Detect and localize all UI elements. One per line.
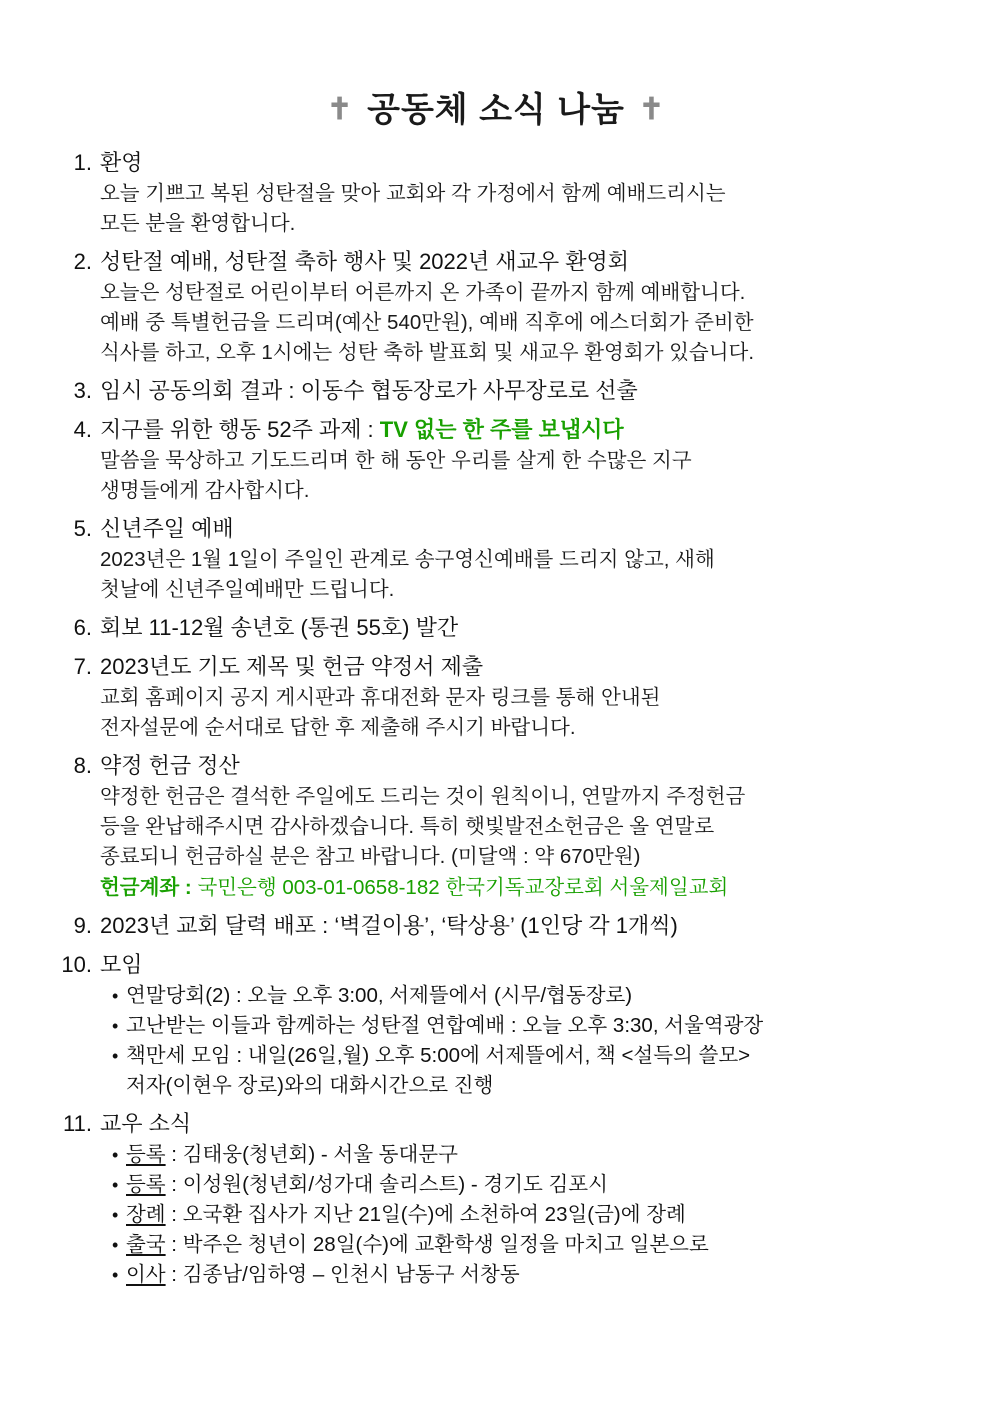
list-item — [56, 1108, 936, 1290]
body-line: 약정한 헌금은 결석한 주일에도 드리는 것이 원칙이니, 연말까지 주정헌금 — [100, 785, 746, 808]
list-item-heading — [100, 750, 936, 782]
list-item-body — [100, 782, 936, 872]
list-item-number: 6. — [73, 615, 92, 640]
list-item-heading — [100, 375, 936, 407]
sub-list-item-label: 이사 — [126, 1263, 166, 1286]
body-line: 말씀을 묵상하고 기도드리며 한 해 동안 우리를 살게 한 수많은 지구 — [100, 449, 692, 472]
list-item-body — [100, 683, 936, 743]
list-item-number: 9. — [73, 913, 92, 938]
sub-list-item-text: 고난받는 이들과 함께하는 성탄절 연합예배 : 오늘 오후 3:30, 서울역광장 — [126, 1014, 764, 1037]
list-item — [56, 651, 936, 743]
list-item-heading — [100, 147, 936, 179]
body-line: 모든 분을 환영합니다. — [100, 212, 296, 235]
sub-list-item-continuation: 저자(이현우 장로)와의 대화시간으로 진행 — [126, 1074, 494, 1097]
list-item — [56, 147, 936, 239]
sub-list-item — [112, 1230, 936, 1260]
list-item — [56, 513, 936, 605]
list-item-heading — [100, 513, 936, 545]
donation-account-label: 헌금계좌 : — [100, 876, 198, 899]
list-item-heading — [100, 414, 936, 446]
sub-list-item — [112, 981, 936, 1011]
list-item-heading-text: 2023년 교회 달력 배포 : ‘벽걸이용’, ‘탁상용’ (1인당 각 1개씩) — [100, 913, 678, 938]
sub-list-item-label: 출국 — [126, 1233, 166, 1256]
body-line: 식사를 하고, 오후 1시에는 성탄 축하 발표회 및 새교우 환영회가 있습니다. — [100, 341, 755, 364]
list-item-heading — [100, 612, 936, 644]
sub-list-item-text: : 김종남/임하영 – 인천시 남동구 서창동 — [165, 1263, 520, 1286]
list-item-number: 11. — [63, 1111, 92, 1136]
list-item — [56, 750, 936, 903]
sub-list-item-text: 연말당회(2) : 오늘 오후 3:00, 서제뜰에서 (시무/협동장로) — [126, 984, 633, 1007]
body-line: 종료되니 헌금하실 분은 참고 바랍니다. (미달액 : 약 670만원) — [100, 845, 641, 868]
body-line: 전자설문에 순서대로 답한 후 제출해 주시기 바랍니다. — [100, 716, 576, 739]
body-line: 예배 중 특별헌금을 드리며(예산 540만원), 예배 직후에 에스더회가 준비한 — [100, 311, 754, 334]
sub-list-item — [112, 1260, 936, 1290]
list-item-heading — [100, 246, 936, 278]
list-item-heading — [100, 1108, 936, 1140]
list-item-heading-text: 회보 11-12월 송년호 (통권 55호) 발간 — [100, 615, 459, 640]
list-item-heading-text: 약정 헌금 정산 — [100, 753, 240, 778]
list-item-heading — [100, 949, 936, 981]
sub-list-item-label: 등록 — [126, 1143, 166, 1166]
list-item-number: 10. — [61, 952, 92, 977]
donation-account-value: 국민은행 003-01-0658-182 한국기독교장로회 서울제일교회 — [197, 876, 729, 899]
list-item-heading — [100, 910, 936, 942]
sub-list-item — [112, 1041, 936, 1071]
sub-list-item — [112, 1170, 936, 1200]
list-item-heading-text: 교우 소식 — [100, 1111, 192, 1136]
list-item-heading-text: 환영 — [100, 150, 143, 175]
list-item-heading-text: 임시 공동의회 결과 : 이동수 협동장로가 사무장로로 선출 — [100, 378, 638, 403]
sub-list — [100, 981, 936, 1101]
cross-icon: ✝ — [638, 93, 666, 126]
list-item-body — [100, 278, 936, 368]
body-line: 오늘 기쁘고 복된 성탄절을 맞아 교회와 각 가정에서 함께 예배드리시는 — [100, 182, 726, 205]
body-line: 2023년은 1월 1일이 주일인 관계로 송구영신예배를 드리지 않고, 새해 — [100, 548, 715, 571]
list-item-number: 5. — [73, 516, 92, 541]
sub-list-item-text: : 김태웅(청년회) - 서울 동대문구 — [165, 1143, 458, 1166]
sub-list — [100, 1140, 936, 1290]
list-item-heading-text: 2023년도 기도 제목 및 헌금 약정서 제출 — [100, 654, 484, 679]
announcement-list — [56, 147, 936, 1290]
donation-account-line — [100, 872, 936, 903]
highlighted-task-text: TV 없는 한 주를 보냅시다 — [379, 417, 624, 442]
sub-list-item — [112, 1011, 936, 1041]
page-title-text: 공동체 소식 나눔 — [367, 91, 625, 129]
cross-icon: ✝ — [326, 93, 354, 126]
sub-list-item-text: : 오국환 집사가 지난 21일(수)에 소천하여 23일(금)에 장례 — [165, 1203, 686, 1226]
body-line: 오늘은 성탄절로 어린이부터 어른까지 온 가족이 끝까지 함께 예배합니다. — [100, 281, 746, 304]
list-item — [56, 949, 936, 1101]
sub-list-item — [112, 1140, 936, 1170]
list-item — [56, 246, 936, 368]
list-item-body — [100, 545, 936, 605]
list-item — [56, 375, 936, 407]
list-item-heading-text: 성탄절 예배, 성탄절 축하 행사 및 2022년 새교우 환영회 — [100, 249, 629, 274]
page-title — [56, 82, 936, 131]
sub-list-item-text: : 이성원(청년회/성가대 솔리스트) - 경기도 김포시 — [165, 1173, 608, 1196]
list-item-number: 7. — [73, 654, 92, 679]
list-item — [56, 910, 936, 942]
body-line: 생명들에게 감사합시다. — [100, 479, 310, 502]
list-item-heading — [100, 651, 936, 683]
list-item-number: 4. — [73, 417, 92, 442]
list-item-number: 8. — [73, 753, 92, 778]
sub-list-item — [112, 1200, 936, 1230]
sub-list-item-text: : 박주은 청년이 28일(수)에 교환학생 일정을 마치고 일본으로 — [165, 1233, 709, 1256]
list-item-number: 3. — [73, 378, 92, 403]
sub-list-item-label: 등록 — [126, 1173, 166, 1196]
body-line: 교회 홈페이지 공지 게시판과 휴대전화 문자 링크를 통해 안내된 — [100, 686, 661, 709]
list-item-body — [100, 446, 936, 506]
list-item-heading-text: 지구를 위한 행동 52주 과제 : — [100, 417, 380, 442]
body-line: 첫날에 신년주일예배만 드립니다. — [100, 578, 395, 601]
sub-list-item-text: 책만세 모임 : 내일(26일,월) 오후 5:00에 서제뜰에서, 책 <설득의 쓸모> — [126, 1044, 751, 1067]
list-item — [56, 612, 936, 644]
list-item-body — [100, 179, 936, 239]
list-item-number: 1. — [73, 150, 92, 175]
list-item — [56, 414, 936, 506]
sub-list-item-label: 장례 — [126, 1203, 166, 1226]
list-item-heading-text: 모임 — [100, 952, 143, 977]
list-item-heading-text: 신년주일 예배 — [100, 516, 234, 541]
body-line: 등을 완납해주시면 감사하겠습니다. 특히 햇빛발전소헌금은 올 연말로 — [100, 815, 715, 838]
list-item-number: 2. — [73, 249, 92, 274]
